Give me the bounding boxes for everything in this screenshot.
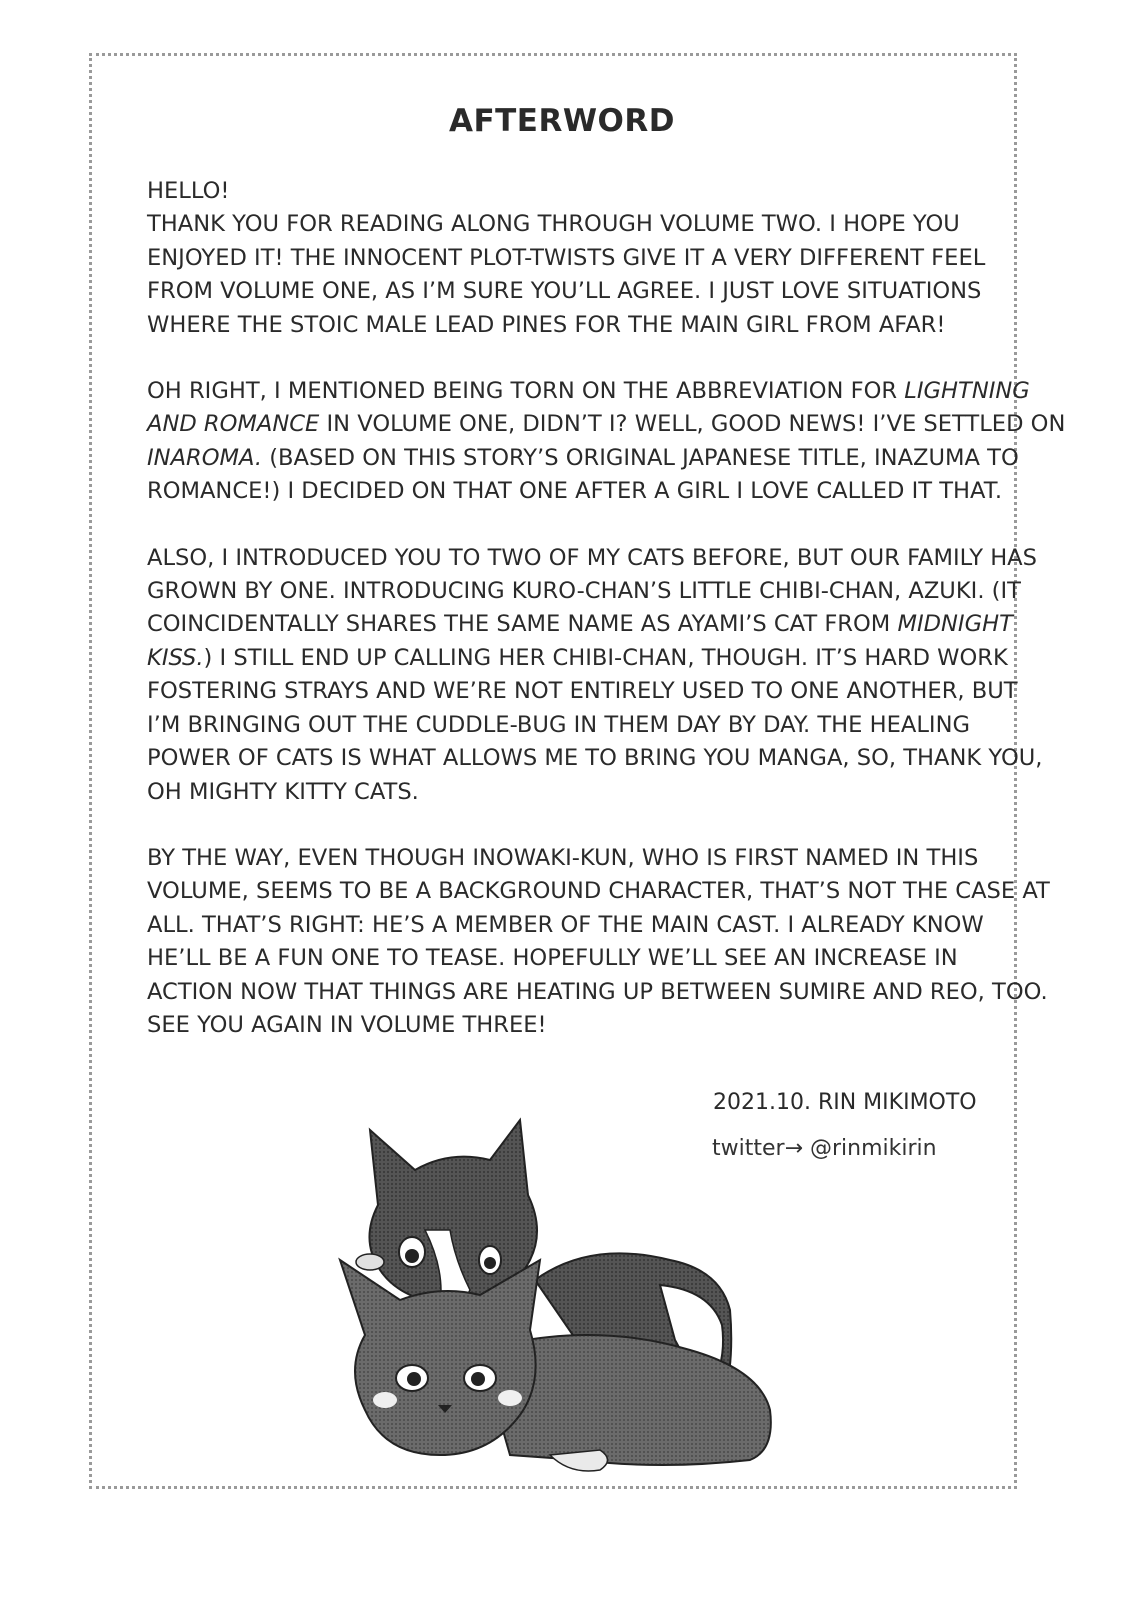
text-line (147, 175, 997, 208)
text-segment: ACTION NOW THAT THINGS ARE HEATING UP BETWEEN SUMIRE AND REO, TOO. (147, 978, 1048, 1005)
italic-title: KISS. (147, 644, 204, 671)
text-line (147, 475, 1003, 508)
text-line (147, 742, 1043, 775)
paragraph (147, 542, 1043, 809)
signature: 2021.10. RIN MIKIMOTO (713, 1090, 977, 1115)
text-segment: ALL. THAT’S RIGHT: HE’S A MEMBER OF THE MAIN CAST. I ALREADY KNOW (147, 911, 984, 938)
text-line (147, 375, 1030, 408)
italic-title: INAROMA. (147, 444, 263, 471)
text-segment: WHERE THE STOIC MALE LEAD PINES FOR THE MAIN GIRL FROM AFAR! (147, 311, 946, 338)
text-line (147, 542, 1037, 575)
text-segment: (BASED ON THIS STORY’S ORIGINAL JAPANESE TITLE, INAZUMA TO (262, 444, 1019, 471)
text-segment: ) I STILL END UP CALLING HER CHIBI-CHAN, THOUGH. IT’S HARD WORK (203, 644, 1008, 671)
text-segment: BY THE WAY, EVEN THOUGH INOWAKI-KUN, WHO IS FIRST NAMED IN THIS (147, 844, 979, 871)
text-line (147, 842, 997, 875)
text-segment: OH MIGHTY KITTY CATS. (147, 778, 419, 805)
text-segment: IN VOLUME ONE, DIDN’T I? WELL, GOOD NEWS! I’VE SETTLED ON (319, 411, 1066, 438)
text-segment: VOLUME, SEEMS TO BE A BACKGROUND CHARACTER, THAT’S NOT THE CASE AT (147, 878, 1050, 905)
text-segment: FOSTERING STRAYS AND WE’RE NOT ENTIRELY USED TO ONE ANOTHER, BUT (147, 678, 1018, 705)
text-segment: OH RIGHT, I MENTIONED BEING TORN ON THE ABBREVIATION FOR (147, 378, 905, 405)
text-segment: HELLO! (147, 178, 230, 204)
text-segment: ROMANCE!) I DECIDED ON THAT ONE AFTER A GIRL I LOVE CALLED IT THAT. (147, 478, 1003, 505)
text-line (147, 942, 997, 975)
italic-title: MIDNIGHT (897, 611, 1013, 638)
text-line (147, 776, 997, 809)
text-line (147, 408, 1066, 441)
text-line (147, 242, 997, 275)
two-cats-illustration (330, 1110, 810, 1480)
text-segment: ALSO, I INTRODUCED YOU TO TWO OF MY CATS BEFORE, BUT OUR FAMILY HAS (147, 544, 1037, 571)
text-line (147, 642, 1008, 675)
text-segment: HE’LL BE A FUN ONE TO TEASE. HOPEFULLY WE’LL SEE AN INCREASE IN (147, 945, 958, 972)
paragraph (147, 375, 1066, 509)
twitter-handle: twitter→ @rinmikirin (712, 1136, 937, 1161)
text-line (147, 608, 1013, 641)
text-segment: I’M BRINGING OUT THE CUDDLE-BUG IN THEM DAY BY DAY. THE HEALING (147, 711, 970, 738)
italic-title: AND ROMANCE (147, 411, 320, 438)
text-line (147, 909, 997, 942)
text-segment: ENJOYED IT! THE INNOCENT PLOT-TWISTS GIVE IT A VERY DIFFERENT FEEL (147, 244, 986, 271)
text-line (147, 1009, 997, 1042)
text-line (147, 575, 1021, 608)
text-segment: FROM VOLUME ONE, AS I’M SURE YOU’LL AGREE. I JUST LOVE SITUATIONS (147, 278, 982, 305)
text-line (147, 275, 997, 308)
paragraph (147, 175, 997, 342)
afterword-heading: AFTERWORD (448, 103, 675, 139)
text-segment: SEE YOU AGAIN IN VOLUME THREE! (147, 1011, 547, 1038)
text-line (147, 675, 1018, 708)
text-segment: GROWN BY ONE. INTRODUCING KURO-CHAN’S LITTLE CHIBI-CHAN, AZUKI. (IT (147, 578, 1021, 605)
text-line (147, 976, 1048, 1009)
text-segment: THANK YOU FOR READING ALONG THROUGH VOLUME TWO. I HOPE YOU (147, 211, 960, 238)
text-segment: POWER OF CATS IS WHAT ALLOWS ME TO BRING YOU MANGA, SO, THANK YOU, (147, 745, 1043, 772)
text-line (147, 442, 1019, 475)
paragraph (147, 842, 1050, 1042)
text-line (147, 309, 997, 342)
afterword-body (147, 175, 1066, 1075)
text-line (147, 709, 997, 742)
text-segment: COINCIDENTALLY SHARES THE SAME NAME AS AYAMI’S CAT FROM (147, 611, 898, 638)
text-line (147, 208, 997, 241)
text-line (147, 875, 1050, 908)
italic-title: LIGHTNING (904, 378, 1030, 405)
